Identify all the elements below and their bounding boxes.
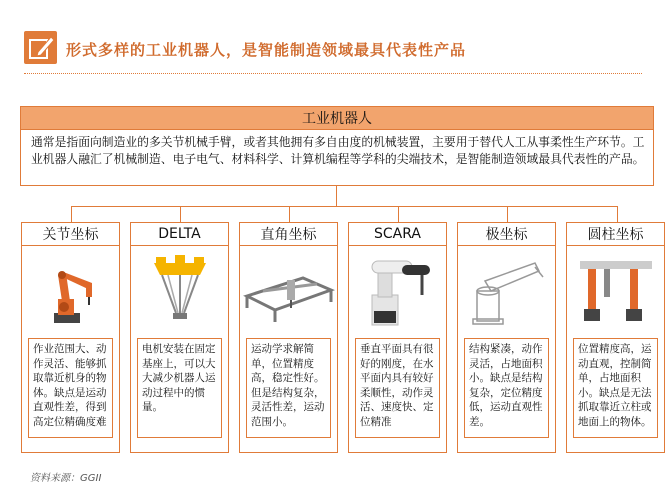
robot-type-card-scara	[348, 222, 447, 453]
card-title: 直角坐标	[240, 223, 337, 246]
robot-type-card-polar	[457, 222, 556, 453]
connector-drop-5	[507, 206, 508, 222]
card-description: 位置精度高，运动直观，控制简单，占地面积小。缺点是无法抓取靠近立柱或地面上的物体。	[573, 338, 658, 438]
intro-panel	[20, 106, 654, 186]
polar-robot-image	[458, 246, 555, 336]
connector-drop-6	[617, 206, 618, 222]
card-description: 结构紧凑，动作灵活，占地面积小。缺点是结构复杂，定位精度低，运动直观性差。	[464, 338, 549, 438]
cartesian-robot-image	[240, 246, 337, 336]
robot-type-card-cartesian	[239, 222, 338, 453]
intro-text: 通常是指面向制造业的多关节机械手臂，或者其他拥有多自由度的机械装置，主要用于替代人工从事柔性生产环节。工业机器人融汇了机械制造、电子电气、材料科学、计算机编程等学科的尖端技术，是智能制造领域最具代表性的产品。	[31, 135, 645, 166]
connector-drop-4	[398, 206, 399, 222]
card-title: 关节坐标	[22, 223, 119, 246]
header-divider	[24, 73, 642, 74]
connector-drop-3	[289, 206, 290, 222]
scara-robot-image	[349, 246, 446, 336]
card-title: SCARA	[349, 223, 446, 246]
edit-pencil-icon	[24, 31, 57, 64]
cylindrical-robot-image	[567, 246, 664, 336]
robot-type-card-cylindrical	[566, 222, 665, 453]
delta-robot-image	[131, 246, 228, 336]
card-description: 运动学求解简单，位置精度高，稳定性好。但是结构复杂，灵活性差，运动范围小。	[246, 338, 331, 438]
card-description: 作业范围大、动作灵活、能够抓取靠近机身的物体。缺点是运动直观性差，得到高定位精确度难	[28, 338, 113, 438]
connector-bar	[71, 206, 617, 207]
robot-type-card-delta	[130, 222, 229, 453]
robot-type-card-articulated	[21, 222, 120, 453]
card-title: DELTA	[131, 223, 228, 246]
card-title: 圆柱坐标	[567, 223, 664, 246]
card-description: 电机安装在固定基座上，可以大大减少机器人运动过程中的惯量。	[137, 338, 222, 438]
connector-trunk	[336, 186, 337, 206]
intro-title: 工业机器人	[21, 107, 653, 130]
articulated-robot-image	[22, 246, 119, 336]
page-title: 形式多样的工业机器人，是智能制造领域最具代表性产品	[66, 41, 467, 59]
source-note: 资料来源：GGII	[30, 473, 102, 484]
card-title: 极坐标	[458, 223, 555, 246]
card-description: 垂直平面具有很好的刚度，在水平面内具有较好柔顺性，动作灵活、速度快、定位精准	[355, 338, 440, 438]
connector-drop-2	[180, 206, 181, 222]
connector-drop-1	[71, 206, 72, 222]
